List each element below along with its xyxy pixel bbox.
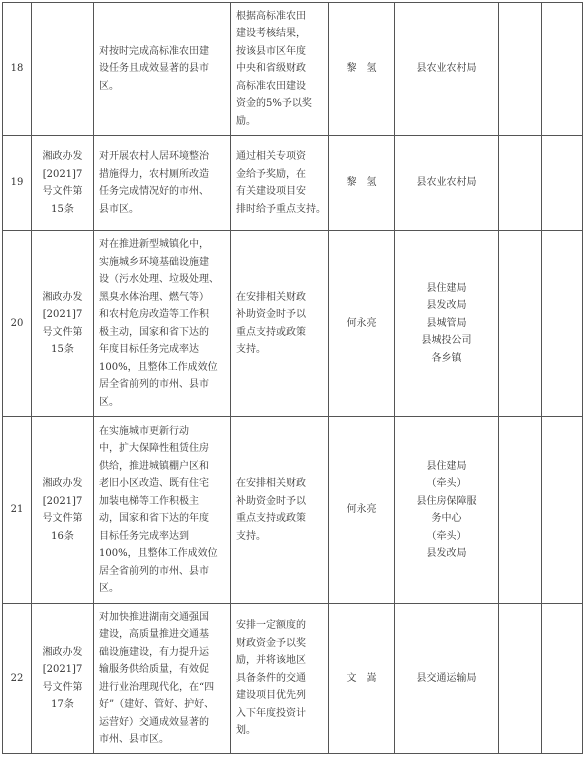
empty-cell bbox=[542, 604, 583, 754]
content-cell: 对在推进新型城镇化中， 实施城乡环境基础设施建 设（污水处理、垃圾处理、 黑臭水体治理、燃气等） 和农村危房改造等工作积 极主动，国家和省下达的 年度目标任务完成率达 100%，且整体工作成效位 居全省前列的市州、县市 区。 bbox=[94, 231, 231, 417]
doc-cell: 湘政办发 [2021]7 号文件第 17条 bbox=[32, 604, 94, 754]
unit-cell: 县农业农村局 bbox=[395, 136, 499, 231]
table-row bbox=[3, 3, 583, 136]
table-row bbox=[3, 231, 583, 417]
measure-cell: 通过相关专项资 金给予奖励，在 有关建设项目安 排时给予重点支持。 bbox=[231, 136, 329, 231]
row-number: 21 bbox=[3, 417, 32, 604]
empty-cell bbox=[542, 3, 583, 136]
table-body bbox=[3, 3, 583, 754]
unit-cell: 县交通运输局 bbox=[395, 604, 499, 754]
empty-cell bbox=[542, 231, 583, 417]
leader-cell: 何永亮 bbox=[329, 417, 395, 604]
leader-cell: 文 嵩 bbox=[329, 604, 395, 754]
doc-cell: 湘政办发 [2021]7 号文件第 16条 bbox=[32, 417, 94, 604]
content-cell: 对加快推进湖南交通强国 建设，高质量推进交通基 础设施建设，有力提升运 输服务供给质量，有效促 进行业治理现代化，在“四 好”（建好、管好、护好、 运营好）交通成效显著的 市州、县市区。 bbox=[94, 604, 231, 754]
doc-cell bbox=[32, 3, 94, 136]
empty-cell bbox=[499, 3, 542, 136]
row-number: 18 bbox=[3, 3, 32, 136]
empty-cell bbox=[499, 604, 542, 754]
measure-cell: 在安排相关财政 补助资金时予以 重点支持或政策 支持。 bbox=[231, 231, 329, 417]
unit-cell: 县住建局 （牵头） 县住房保障服 务中心 （牵头） 县发改局 bbox=[395, 417, 499, 604]
empty-cell bbox=[499, 231, 542, 417]
unit-cell: 县住建局 县发改局 县城管局 县城投公司 各乡镇 bbox=[395, 231, 499, 417]
leader-cell: 黎 氢 bbox=[329, 136, 395, 231]
empty-cell bbox=[542, 136, 583, 231]
doc-cell: 湘政办发 [2021]7 号文件第 15条 bbox=[32, 136, 94, 231]
measure-cell: 安排一定额度的 财政资金予以奖 励，并将该地区 具备条件的交通 建设项目优先列 入下年度投资计 划。 bbox=[231, 604, 329, 754]
doc-cell: 湘政办发 [2021]7 号文件第 15条 bbox=[32, 231, 94, 417]
table-row bbox=[3, 604, 583, 754]
leader-cell: 何永亮 bbox=[329, 231, 395, 417]
content-cell: 对开展农村人居环境整治 措施得力，农村厕所改造 任务完成情况好的市州、 县市区。 bbox=[94, 136, 231, 231]
table-row bbox=[3, 417, 583, 604]
content-cell: 对按时完成高标准农田建 设任务且成效显著的县市 区。 bbox=[94, 3, 231, 136]
empty-cell bbox=[542, 417, 583, 604]
leader-cell: 黎 氢 bbox=[329, 3, 395, 136]
measure-cell: 在安排相关财政 补助资金时予以 重点支持或政策 支持。 bbox=[231, 417, 329, 604]
row-number: 19 bbox=[3, 136, 32, 231]
row-number: 22 bbox=[3, 604, 32, 754]
content-cell: 在实施城市更新行动 中，扩大保障性租赁住房 供给，推进城镇棚户区和 老旧小区改造、既有住宅 加装电梯等工作积极主 动，国家和省下达的年度 目标任务完成率达到 100%，且整体工作成效位 居全省前列的市州、县市 区。 bbox=[94, 417, 231, 604]
measure-cell: 根据高标准农田 建设考核结果， 按该县市区年度 中央和省级财政 高标准农田建设 资金的5%予以奖 励。 bbox=[231, 3, 329, 136]
table-row bbox=[3, 136, 583, 231]
row-number: 20 bbox=[3, 231, 32, 417]
empty-cell bbox=[499, 417, 542, 604]
unit-cell: 县农业农村局 bbox=[395, 3, 499, 136]
policy-table bbox=[2, 2, 583, 754]
empty-cell bbox=[499, 136, 542, 231]
